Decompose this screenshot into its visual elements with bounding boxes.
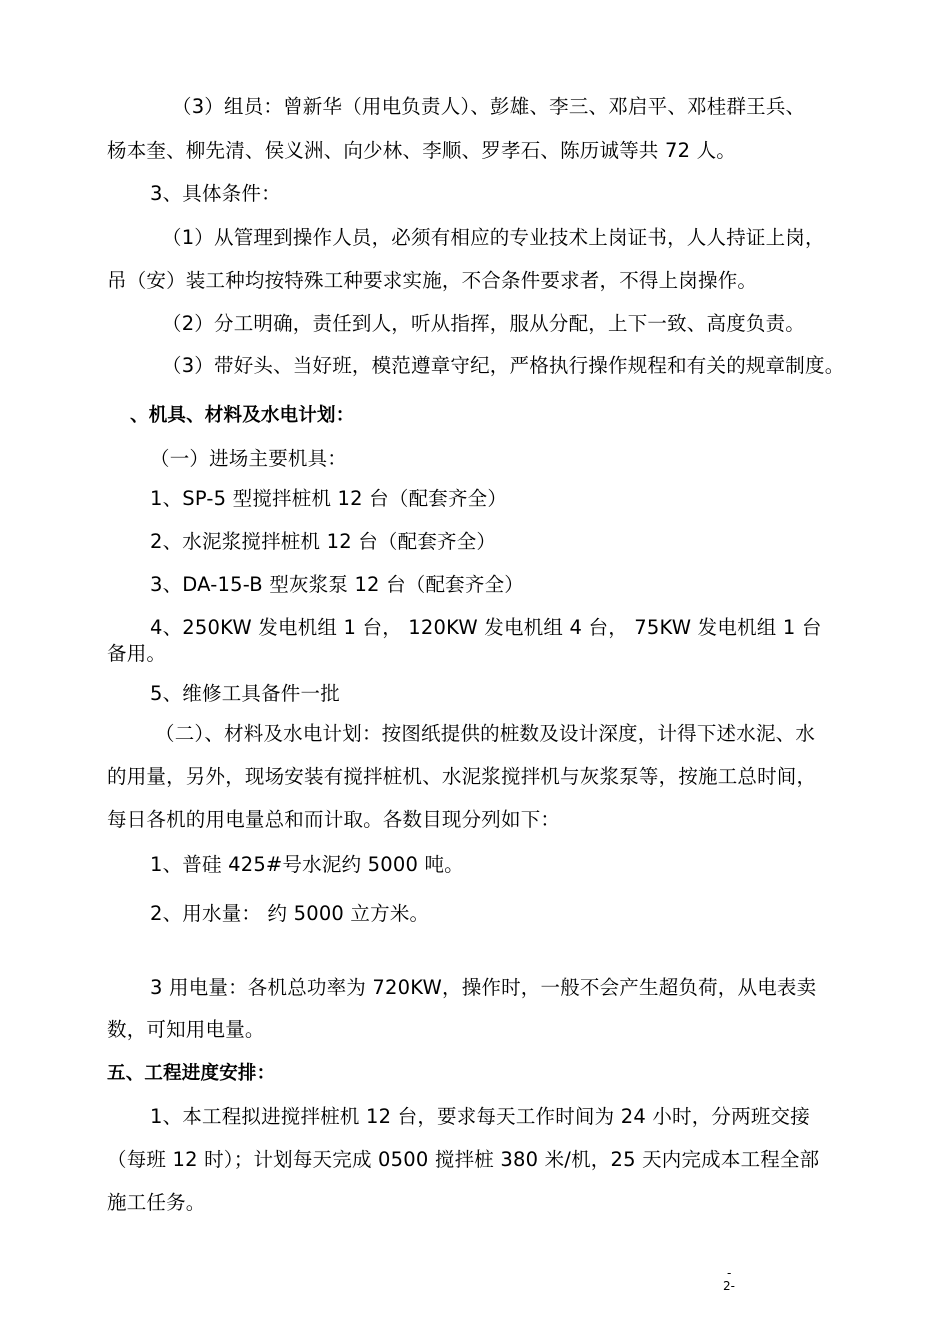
machine-item-5: 5、维修工具备件一批: [150, 682, 340, 705]
condition-1-line-2: 吊（安）装工种均按特殊工种要求实施，不合条件要求者，不得上岗操作。: [107, 269, 758, 292]
condition-2: （2）分工明确，责任到人，听从指挥，服从分配，上下一致、高度负责。: [162, 312, 806, 335]
schedule-line-1: 1、本工程拟进搅拌桩机 12 台，要求每天工作时间为 24 小时，分两班交接: [150, 1105, 810, 1128]
material-item-cement: 1、普硅 425#号水泥约 5000 吨。: [150, 853, 464, 876]
condition-1-line-1: （1）从管理到操作人员，必须有相应的专业技术上岗证书，人人持证上岗，: [162, 226, 825, 249]
section-heading-equipment: 、机具、材料及水电计划：: [130, 405, 355, 426]
machine-item-4: 4、250KW 发电机组 1 台， 120KW 发电机组 4 台， 75KW 发电机组 1 台: [150, 616, 822, 639]
material-item-power-line-1: 3 用电量：各机总功率为 720KW，操作时，一般不会产生超负荷，从电表卖: [150, 976, 817, 999]
material-item-water: 2、用水量： 约 5000 立方米。: [150, 902, 430, 925]
page-number-dash: -: [727, 1266, 732, 1280]
machine-item-4-continued: 备用。: [107, 642, 167, 665]
machine-item-1: 1、SP-5 型搅拌桩机 12 台（配套齐全）: [150, 487, 508, 510]
materials-line-2: 的用量，另外，现场安装有搅拌桩机、水泥浆搅拌机与灰浆泵等，按施工总时间，: [107, 765, 817, 788]
materials-line-1: （二）、材料及水电计划：按图纸提供的桩数及设计深度，计得下述水泥、水: [155, 722, 816, 745]
machine-item-2: 2、水泥浆搅拌桩机 12 台（配套齐全）: [150, 530, 497, 553]
section-heading-schedule: 五、工程进度安排：: [107, 1063, 276, 1084]
material-item-power-line-2: 数，可知用电量。: [107, 1018, 265, 1041]
subsection-heading-machines: （一）进场主要机具：: [150, 447, 348, 470]
schedule-line-3: 施工任务。: [107, 1191, 206, 1214]
materials-line-3: 每日各机的用电量总和而计取。各数目现分列如下：: [107, 808, 561, 831]
members-line-2: 杨本奎、柳先清、侯义洲、向少林、李顺、罗孝石、陈历诚等共 72 人。: [107, 139, 737, 162]
conditions-heading: 3、具体条件：: [150, 182, 281, 205]
schedule-line-2: （每班 12 时）；计划每天完成 0500 搅拌桩 380 米/机，25 天内完成本工程全部: [107, 1148, 820, 1171]
members-line-1: （3）组员：曾新华（用电负责人）、彭雄、李三、邓启平、邓桂群王兵、: [172, 95, 806, 118]
page-number: 2-: [723, 1279, 735, 1293]
condition-3: （3）带好头、当好班，模范遵章守纪，严格执行操作规程和有关的规章制度。: [162, 354, 845, 377]
machine-item-3: 3、DA-15-B 型灰浆泵 12 台（配套齐全）: [150, 573, 524, 596]
